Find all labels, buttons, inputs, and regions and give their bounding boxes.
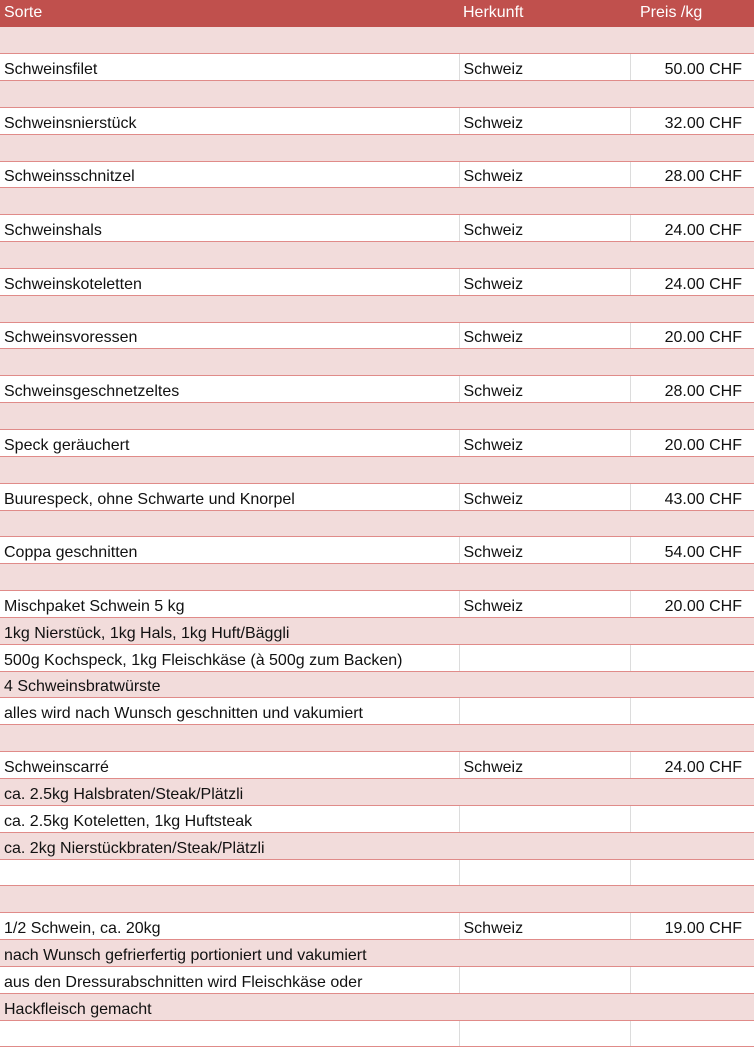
cell-herkunft: Schweiz — [459, 161, 630, 188]
cell-sorte — [0, 1020, 459, 1047]
cell-preis — [630, 859, 754, 886]
cell-herkunft — [459, 134, 630, 161]
cell-herkunft — [459, 966, 630, 993]
cell-sorte: Hackfleisch gemacht — [0, 993, 459, 1020]
cell-herkunft — [459, 698, 630, 725]
cell-sorte: alles wird nach Wunsch geschnitten und vakumiert — [0, 698, 459, 725]
cell-preis — [630, 456, 754, 483]
cell-sorte — [0, 134, 459, 161]
cell-herkunft — [459, 725, 630, 752]
cell-preis — [630, 134, 754, 161]
table-row — [0, 859, 754, 886]
cell-herkunft — [459, 671, 630, 698]
cell-preis — [630, 295, 754, 322]
table-row — [0, 376, 754, 403]
table-row — [0, 725, 754, 752]
cell-preis — [630, 832, 754, 859]
cell-preis: 32.00 CHF — [630, 107, 754, 134]
cell-sorte: Schweinsfilet — [0, 54, 459, 81]
cell-preis: 20.00 CHF — [630, 430, 754, 457]
cell-herkunft — [459, 564, 630, 591]
table-row — [0, 295, 754, 322]
cell-herkunft: Schweiz — [459, 483, 630, 510]
cell-herkunft: Schweiz — [459, 107, 630, 134]
cell-sorte: nach Wunsch gefrierfertig portioniert und vakumiert — [0, 940, 459, 967]
cell-sorte: 4 Schweinsbratwürste — [0, 671, 459, 698]
table-row — [0, 778, 754, 805]
cell-preis — [630, 188, 754, 215]
cell-herkunft — [459, 1020, 630, 1047]
table-row — [0, 510, 754, 537]
cell-sorte: ca. 2.5kg Halsbraten/Steak/Plätzli — [0, 778, 459, 805]
cell-sorte: 1/2 Schwein, ca. 20kg — [0, 913, 459, 940]
table-row — [0, 886, 754, 913]
cell-herkunft — [459, 242, 630, 269]
table-row — [0, 322, 754, 349]
cell-sorte — [0, 188, 459, 215]
cell-sorte — [0, 27, 459, 54]
cell-preis — [630, 778, 754, 805]
cell-preis — [630, 993, 754, 1020]
cell-sorte: Schweinsvoressen — [0, 322, 459, 349]
cell-herkunft — [459, 805, 630, 832]
cell-herkunft — [459, 778, 630, 805]
cell-sorte: Schweinscarré — [0, 752, 459, 779]
cell-preis — [630, 805, 754, 832]
cell-preis: 28.00 CHF — [630, 161, 754, 188]
table-row — [0, 752, 754, 779]
table-row — [0, 537, 754, 564]
cell-preis: 43.00 CHF — [630, 483, 754, 510]
cell-herkunft — [459, 644, 630, 671]
cell-preis — [630, 966, 754, 993]
table-row — [0, 456, 754, 483]
table-row — [0, 805, 754, 832]
cell-preis: 19.00 CHF — [630, 913, 754, 940]
cell-herkunft — [459, 859, 630, 886]
cell-sorte — [0, 510, 459, 537]
cell-herkunft: Schweiz — [459, 537, 630, 564]
cell-sorte — [0, 859, 459, 886]
table-row — [0, 349, 754, 376]
header-row — [0, 0, 754, 27]
table-row — [0, 161, 754, 188]
cell-herkunft — [459, 81, 630, 108]
cell-preis — [630, 81, 754, 108]
cell-sorte — [0, 886, 459, 913]
cell-sorte — [0, 403, 459, 430]
header-preis: Preis /kg — [630, 0, 754, 27]
table-row — [0, 107, 754, 134]
cell-preis — [630, 940, 754, 967]
table-row — [0, 483, 754, 510]
table-row — [0, 27, 754, 54]
cell-sorte: 1kg Nierstück, 1kg Hals, 1kg Huft/Bäggli — [0, 617, 459, 644]
cell-preis — [630, 1020, 754, 1047]
cell-preis — [630, 671, 754, 698]
table-row — [0, 403, 754, 430]
cell-sorte — [0, 456, 459, 483]
table-row — [0, 242, 754, 269]
cell-herkunft — [459, 510, 630, 537]
cell-sorte — [0, 295, 459, 322]
cell-preis: 20.00 CHF — [630, 591, 754, 618]
cell-herkunft — [459, 27, 630, 54]
table-row — [0, 1020, 754, 1047]
table-row — [0, 591, 754, 618]
table-row — [0, 913, 754, 940]
cell-herkunft: Schweiz — [459, 54, 630, 81]
cell-sorte: Mischpaket Schwein 5 kg — [0, 591, 459, 618]
cell-sorte: ca. 2.5kg Koteletten, 1kg Huftsteak — [0, 805, 459, 832]
cell-preis — [630, 403, 754, 430]
table-row — [0, 644, 754, 671]
cell-herkunft: Schweiz — [459, 430, 630, 457]
header-sorte: Sorte — [0, 0, 459, 27]
cell-sorte: Schweinsschnitzel — [0, 161, 459, 188]
table-row — [0, 966, 754, 993]
table-row — [0, 564, 754, 591]
cell-preis: 20.00 CHF — [630, 322, 754, 349]
cell-preis — [630, 349, 754, 376]
cell-preis: 24.00 CHF — [630, 215, 754, 242]
cell-herkunft: Schweiz — [459, 913, 630, 940]
cell-preis: 50.00 CHF — [630, 54, 754, 81]
header-herkunft: Herkunft — [459, 0, 630, 27]
cell-herkunft — [459, 940, 630, 967]
cell-herkunft — [459, 993, 630, 1020]
cell-herkunft: Schweiz — [459, 322, 630, 349]
cell-preis: 54.00 CHF — [630, 537, 754, 564]
cell-sorte: Schweinsnierstück — [0, 107, 459, 134]
cell-herkunft — [459, 832, 630, 859]
cell-preis: 28.00 CHF — [630, 376, 754, 403]
cell-preis — [630, 564, 754, 591]
cell-herkunft — [459, 349, 630, 376]
cell-herkunft: Schweiz — [459, 752, 630, 779]
table-row — [0, 215, 754, 242]
cell-sorte: Coppa geschnitten — [0, 537, 459, 564]
cell-herkunft — [459, 188, 630, 215]
cell-herkunft: Schweiz — [459, 215, 630, 242]
table-row — [0, 671, 754, 698]
cell-sorte: Schweinshals — [0, 215, 459, 242]
cell-preis — [630, 617, 754, 644]
cell-sorte: Schweinsgeschnetzeltes — [0, 376, 459, 403]
cell-herkunft — [459, 295, 630, 322]
cell-sorte: 500g Kochspeck, 1kg Fleischkäse (à 500g zum Backen) — [0, 644, 459, 671]
cell-sorte: Schweinskoteletten — [0, 268, 459, 295]
cell-sorte: ca. 2kg Nierstückbraten/Steak/Plätzli — [0, 832, 459, 859]
cell-sorte — [0, 564, 459, 591]
table-row — [0, 134, 754, 161]
cell-sorte — [0, 81, 459, 108]
cell-preis — [630, 242, 754, 269]
cell-herkunft: Schweiz — [459, 376, 630, 403]
cell-sorte — [0, 725, 459, 752]
table-row — [0, 940, 754, 967]
cell-herkunft — [459, 456, 630, 483]
table-row — [0, 268, 754, 295]
cell-herkunft: Schweiz — [459, 268, 630, 295]
cell-sorte: aus den Dressurabschnitten wird Fleischkäse oder — [0, 966, 459, 993]
cell-sorte — [0, 349, 459, 376]
cell-sorte — [0, 242, 459, 269]
cell-preis — [630, 698, 754, 725]
cell-preis — [630, 725, 754, 752]
cell-preis — [630, 27, 754, 54]
cell-sorte: Speck geräuchert — [0, 430, 459, 457]
table-row — [0, 617, 754, 644]
cell-preis — [630, 644, 754, 671]
cell-sorte: Buurespeck, ohne Schwarte und Knorpel — [0, 483, 459, 510]
table-row — [0, 188, 754, 215]
cell-preis — [630, 510, 754, 537]
cell-preis: 24.00 CHF — [630, 752, 754, 779]
table-row — [0, 832, 754, 859]
cell-herkunft — [459, 403, 630, 430]
table-row — [0, 698, 754, 725]
cell-preis — [630, 886, 754, 913]
table-row — [0, 430, 754, 457]
table-row — [0, 993, 754, 1020]
cell-preis: 24.00 CHF — [630, 268, 754, 295]
cell-herkunft — [459, 617, 630, 644]
table-row — [0, 54, 754, 81]
cell-herkunft: Schweiz — [459, 591, 630, 618]
cell-herkunft — [459, 886, 630, 913]
table-row — [0, 81, 754, 108]
